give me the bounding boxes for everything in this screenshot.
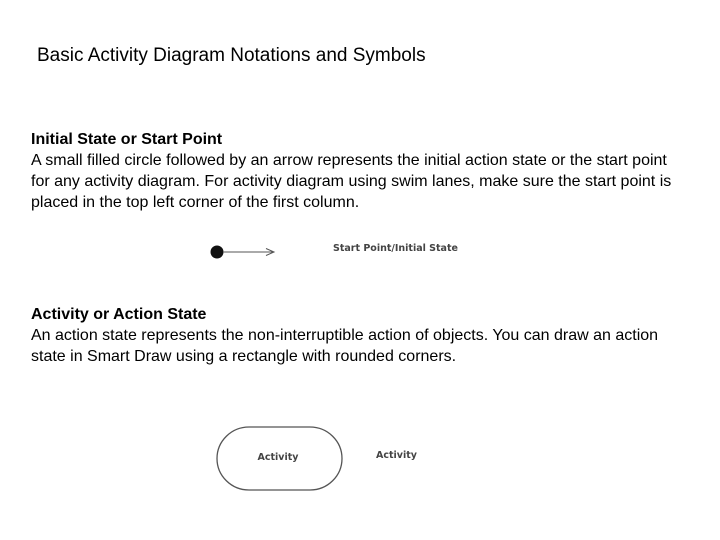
action-state-caption: Activity (376, 450, 417, 461)
initial-node-circle (211, 246, 224, 259)
section-heading: Initial State or Start Point (31, 131, 223, 148)
page-title: Basic Activity Diagram Notations and Symbols (37, 45, 426, 66)
section-body: An action state represents the non-interruptible action of objects. You can draw an action state in Smart Draw using a rectangle with rounded corners. (31, 327, 659, 365)
section-action-state (31, 304, 681, 367)
action-state-box-label: Activity (257, 452, 299, 463)
section-body: A small filled circle followed by an arrow represents the initial action state or the start point for any activity diagram. For activity diagram using swim lanes, make sure the start point is placed in the top left corner of the first column. (31, 152, 672, 211)
start-point-label: Start Point/Initial State (333, 243, 458, 254)
section-heading: Activity or Action State (31, 306, 207, 323)
start-point-symbol (205, 238, 280, 266)
section-initial-state (31, 129, 681, 213)
